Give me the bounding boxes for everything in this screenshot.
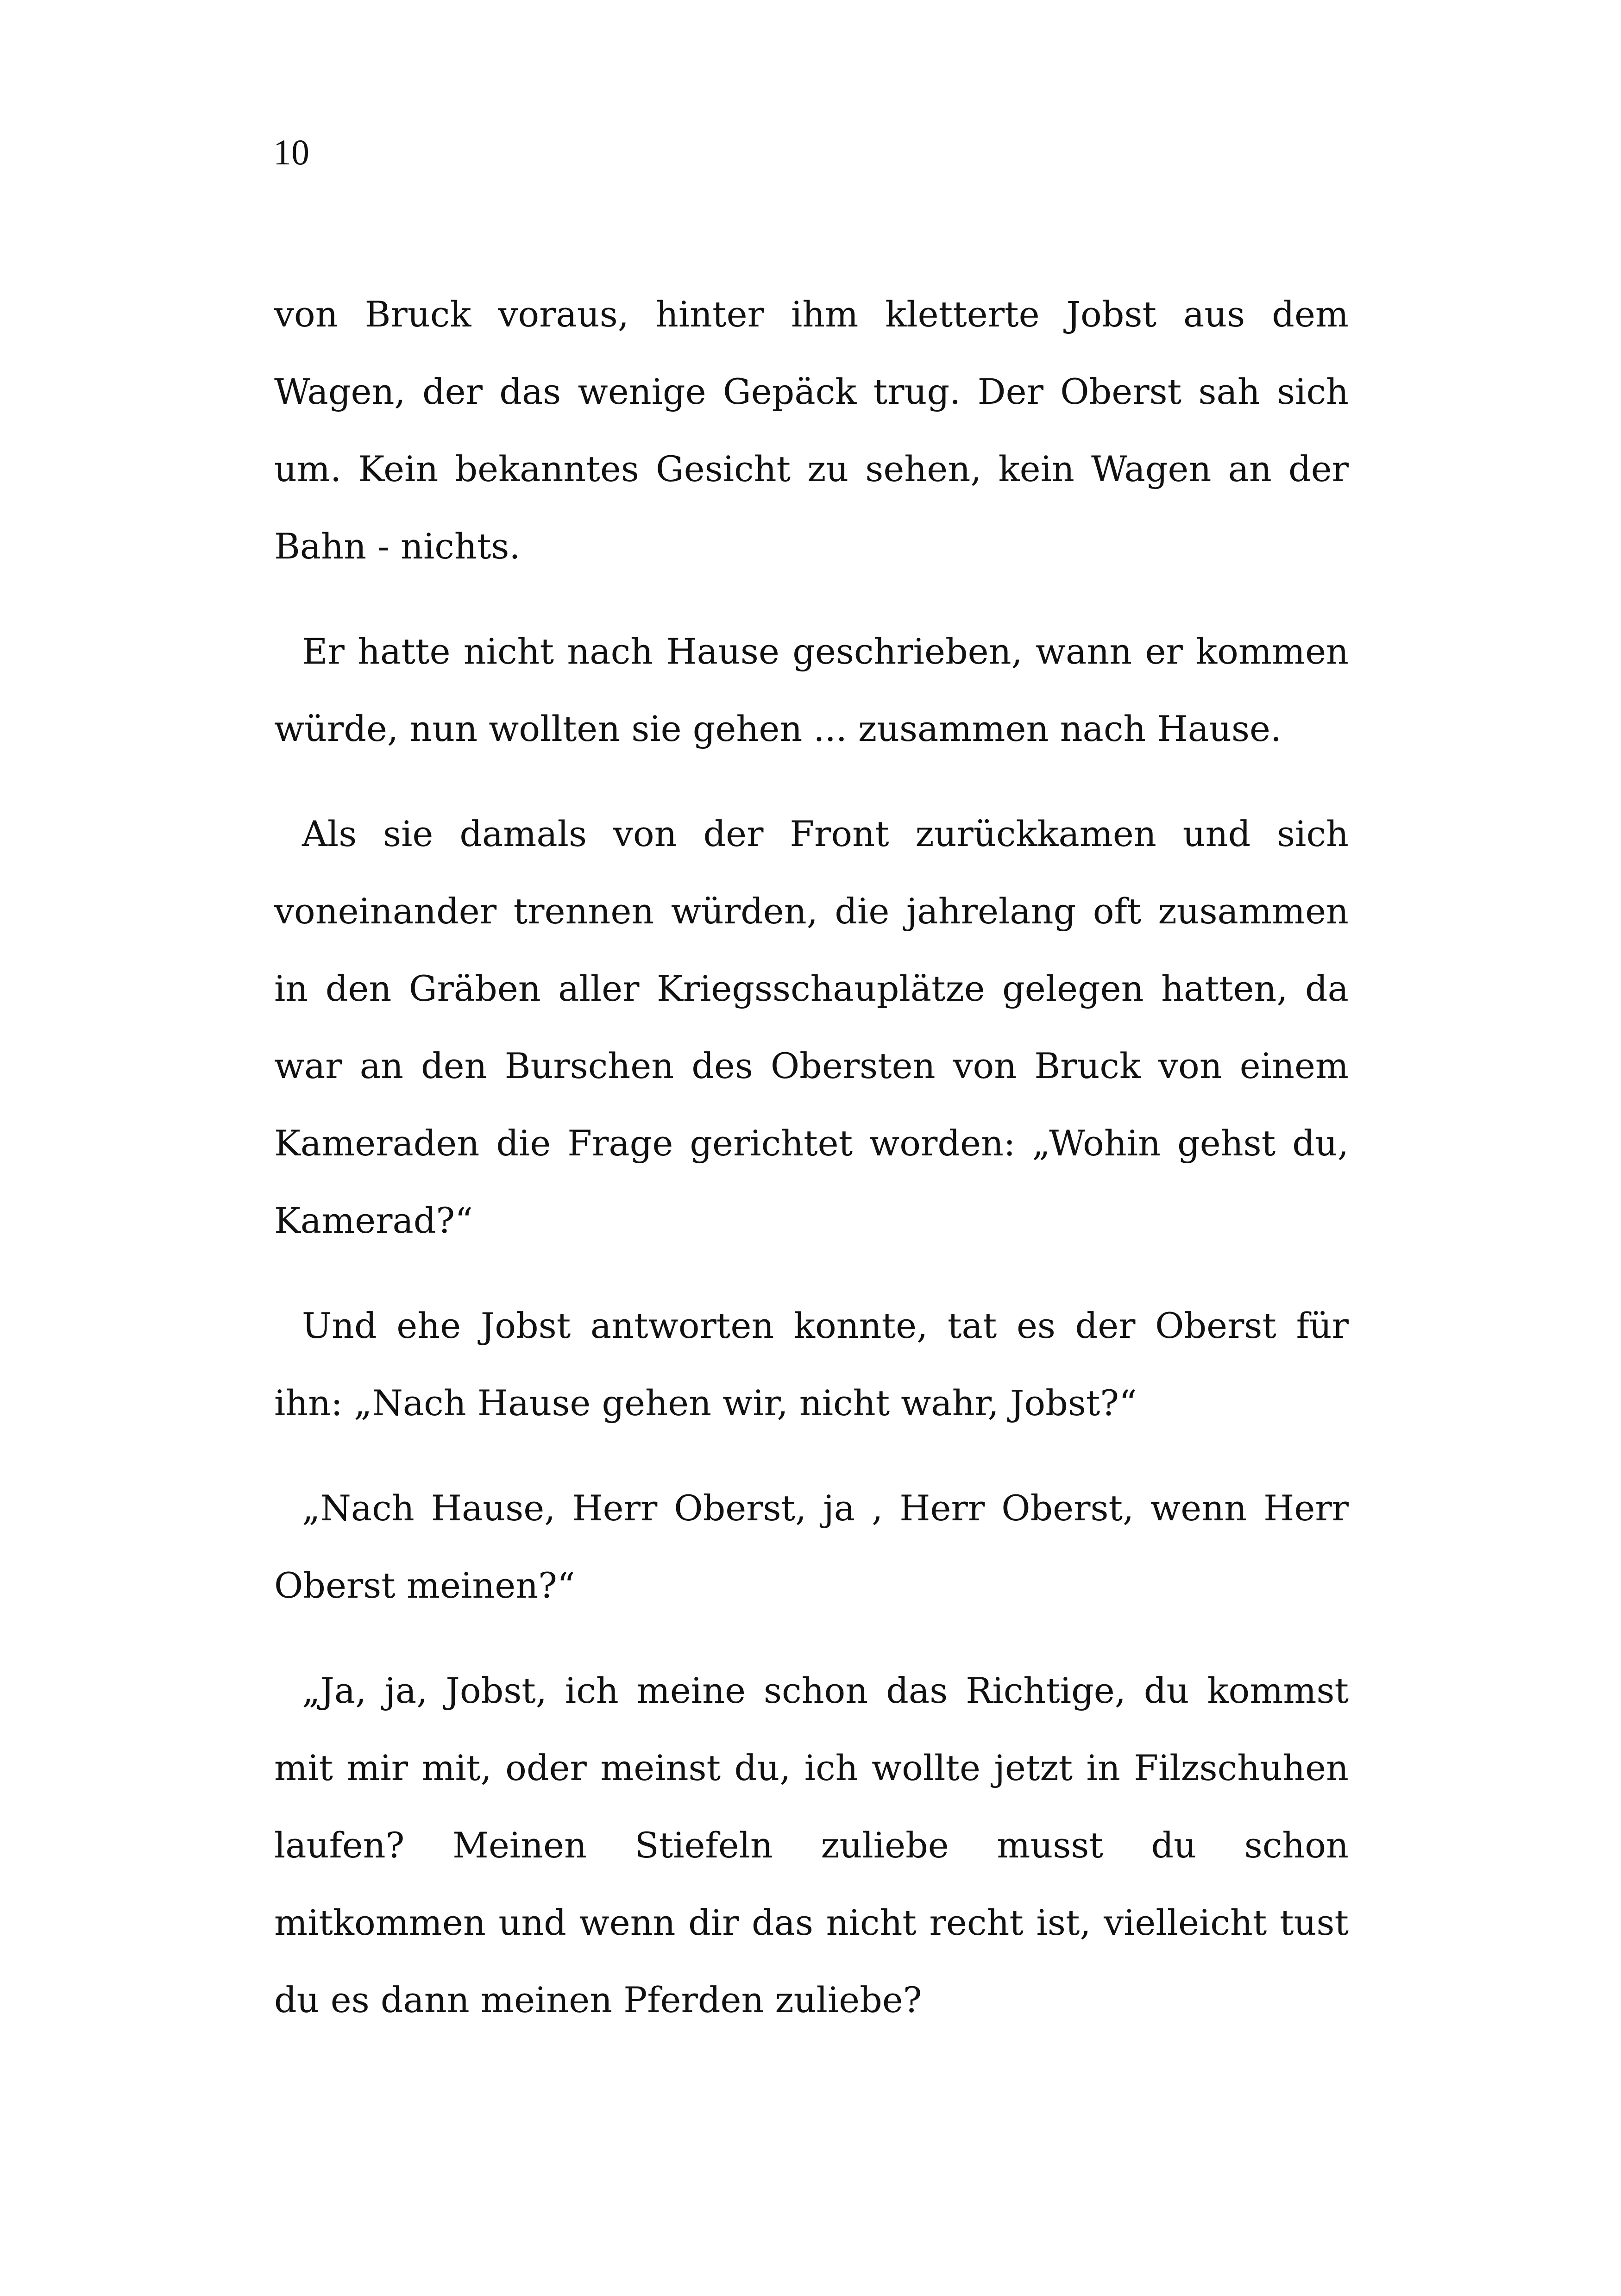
- paragraph-2: Er hatte nicht nach Hause geschrieben, wann er kommen würde, nun wollten sie gehen ... zusammen nach Hause.: [274, 631, 1349, 749]
- page-number: 10: [273, 132, 309, 172]
- paragraph-6: „Ja, ja, Jobst, ich meine schon das Richtige, du kommst mit mir mit, oder meinst du, ich wollte jetzt in Filzschuhen laufen? Meinen Stiefeln zuliebe musst du schon mitkommen und wenn dir das nicht recht ist, vielleicht tust du es dann meinen Pferden zuliebe?: [274, 1670, 1349, 2020]
- paragraph-1: von Bruck voraus, hinter ihm kletterte Jobst aus dem Wagen, der das wenige Gepäck trug. Der Oberst sah sich um. Kein bekanntes Gesicht zu sehen, kein Wagen an der Bahn - nichts.: [274, 294, 1349, 567]
- paragraph-3: Als sie damals von der Front zurückkamen und sich voneinander trennen würden, die jahrelang oft zusammen in den Gräben aller Kriegsschauplätze gelegen hatten, da war an den Burschen des Obersten von Bruck von einem Kameraden die Frage gerichtet worden: „Wohin gehst du, Kamerad?“: [274, 813, 1349, 1241]
- paragraph-4: Und ehe Jobst antworten konnte, tat es der Oberst für ihn: „Nach Hause gehen wir, nicht wahr, Jobst?“: [274, 1305, 1349, 1424]
- paragraph-5: „Nach Hause, Herr Oberst, ja , Herr Oberst, wenn Herr Oberst meinen?“: [274, 1487, 1349, 1606]
- body-text: [274, 276, 1349, 2066]
